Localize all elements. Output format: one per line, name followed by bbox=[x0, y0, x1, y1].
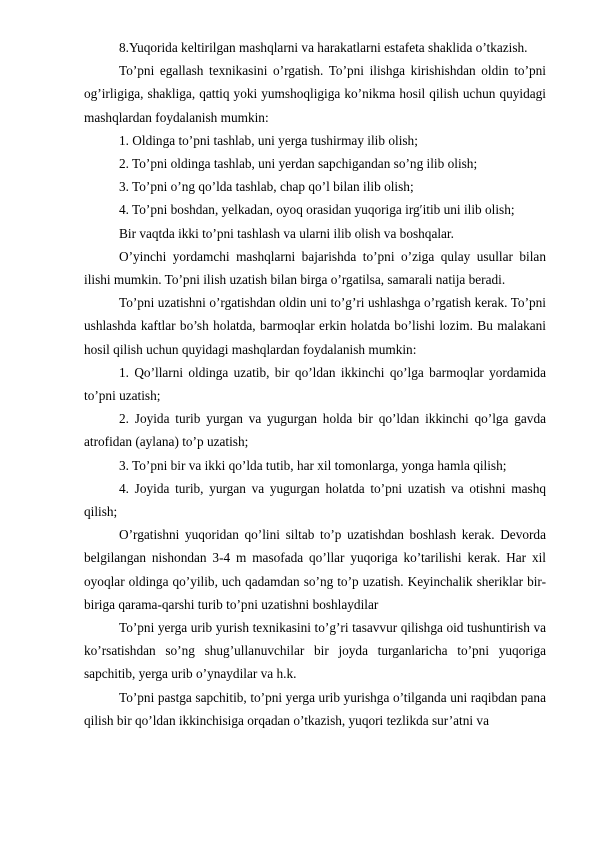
paragraph-player-exercises: O’yinchi yordamchi mashqlarni bajarishda to’pni o’ziga qulay usullar bilan ilishi mumkin. To’pni ilish uzatish bilan birga o’rgatilsa, samarali natija beradi. bbox=[84, 248, 546, 288]
paragraph-overhead-pass: O’rgatishni yuqoridan qo’lini siltab to’p uzatishdan boshlash kerak. Devorda belgilangan nishondan 3-4 m masofada qo’llar yuqoriga ko’tarilishi kerak. Har xil oyoqlar oldinga qo’yilib, uch qadamdan so’ng to’p uzatish. Keyinchalik sheriklar bir-biriga qarama-qarshi turib to’pni uzatishni boshlaydilar bbox=[84, 527, 546, 612]
list-item-pass-1: 1. Qo’llarni oldinga uzatib, bir qo’ldan ikkinchi qo’lga barmoqlar yordamida to’pni uzatish; bbox=[84, 364, 546, 404]
list-item-pass-3: 3. To’pni bir va ikki qo’lda tutib, har xil tomonlarga, yonga hamla qilish; bbox=[119, 457, 507, 473]
list-item-pass-4: 4. Joyida turib, yurgan va yugurgan holatda to’pni uzatish va otishni mashq qilish; bbox=[84, 480, 546, 520]
list-item-pass-2: 2. Joyida turib yurgan va yugurgan holda bir qo’ldan ikkinchi qo’lga gavda atrofidan (aylana) to’p uzatish; bbox=[84, 411, 546, 450]
list-item-2: 2. To’pni oldinga tashlab, uni yerdan sapchigandan so’ng ilib olish; bbox=[119, 156, 478, 172]
paragraph-passing-intro: To’pni uzatishni o’rgatishdan oldin uni to’g’ri ushlashga o’rgatish kerak. To’pni ushlashda kaftlar bo’sh holatda, barmoqlar erkin holatda bo’lishi lozim. Bu malakani hosil qilish uchun quyidagi mashqlardan foydalanish mumkin: bbox=[84, 295, 546, 357]
list-item-3: 3. To’pni o’ng qo’lda tashlab, chap qo’l bilan ilib olish; bbox=[119, 179, 414, 195]
list-item-4: 4. To’pni boshdan, yelkadan, oyoq orasidan yuqoriga irg′itib uni ilib olish; bbox=[119, 202, 515, 218]
paragraph-dribbling: To’pni yerga urib yurish texnikasini to’g’ri tasavvur qilishga oid tushuntirish va ko’rsatishdan so’ng shug’ullanuvchilar bir joyda turganlaricha to’pni yuqoriga sapchitib, yerga urib o’ynaydilar va h.k. bbox=[84, 620, 546, 682]
paragraph-estafeta: 8.Yuqorida keltirilgan mashqlarni va harakatlarni estafeta shaklida o’tkazish. bbox=[119, 40, 528, 55]
paragraph-dribbling-continued: To’pni pastga sapchitib, to’pni yerga urib yurishga o’tilganda uni raqibdan pana qilish bir qo’ldan ikkinchisiga orqadan o’tkazish, yuqori tezlikda sur’atni va bbox=[84, 689, 546, 728]
paragraph-two-balls: Bir vaqtda ikki to’pni tashlash va ularni ilib olish va boshqalar. bbox=[119, 225, 454, 241]
paragraph-ball-catching-intro: To’pni egallash texnikasini o’rgatish. To’pni ilishga kirishishdan oldin to’pni og’irligiga, shakliga, qattiq yoki yumshoqligiga ko’nikma hosil qilish uchun quyidagi mashqlardan foydalanish mumkin: bbox=[84, 63, 546, 125]
list-item-1: 1. Oldinga to’pni tashlab, uni yerga tushirmay ilib olish; bbox=[119, 132, 418, 148]
